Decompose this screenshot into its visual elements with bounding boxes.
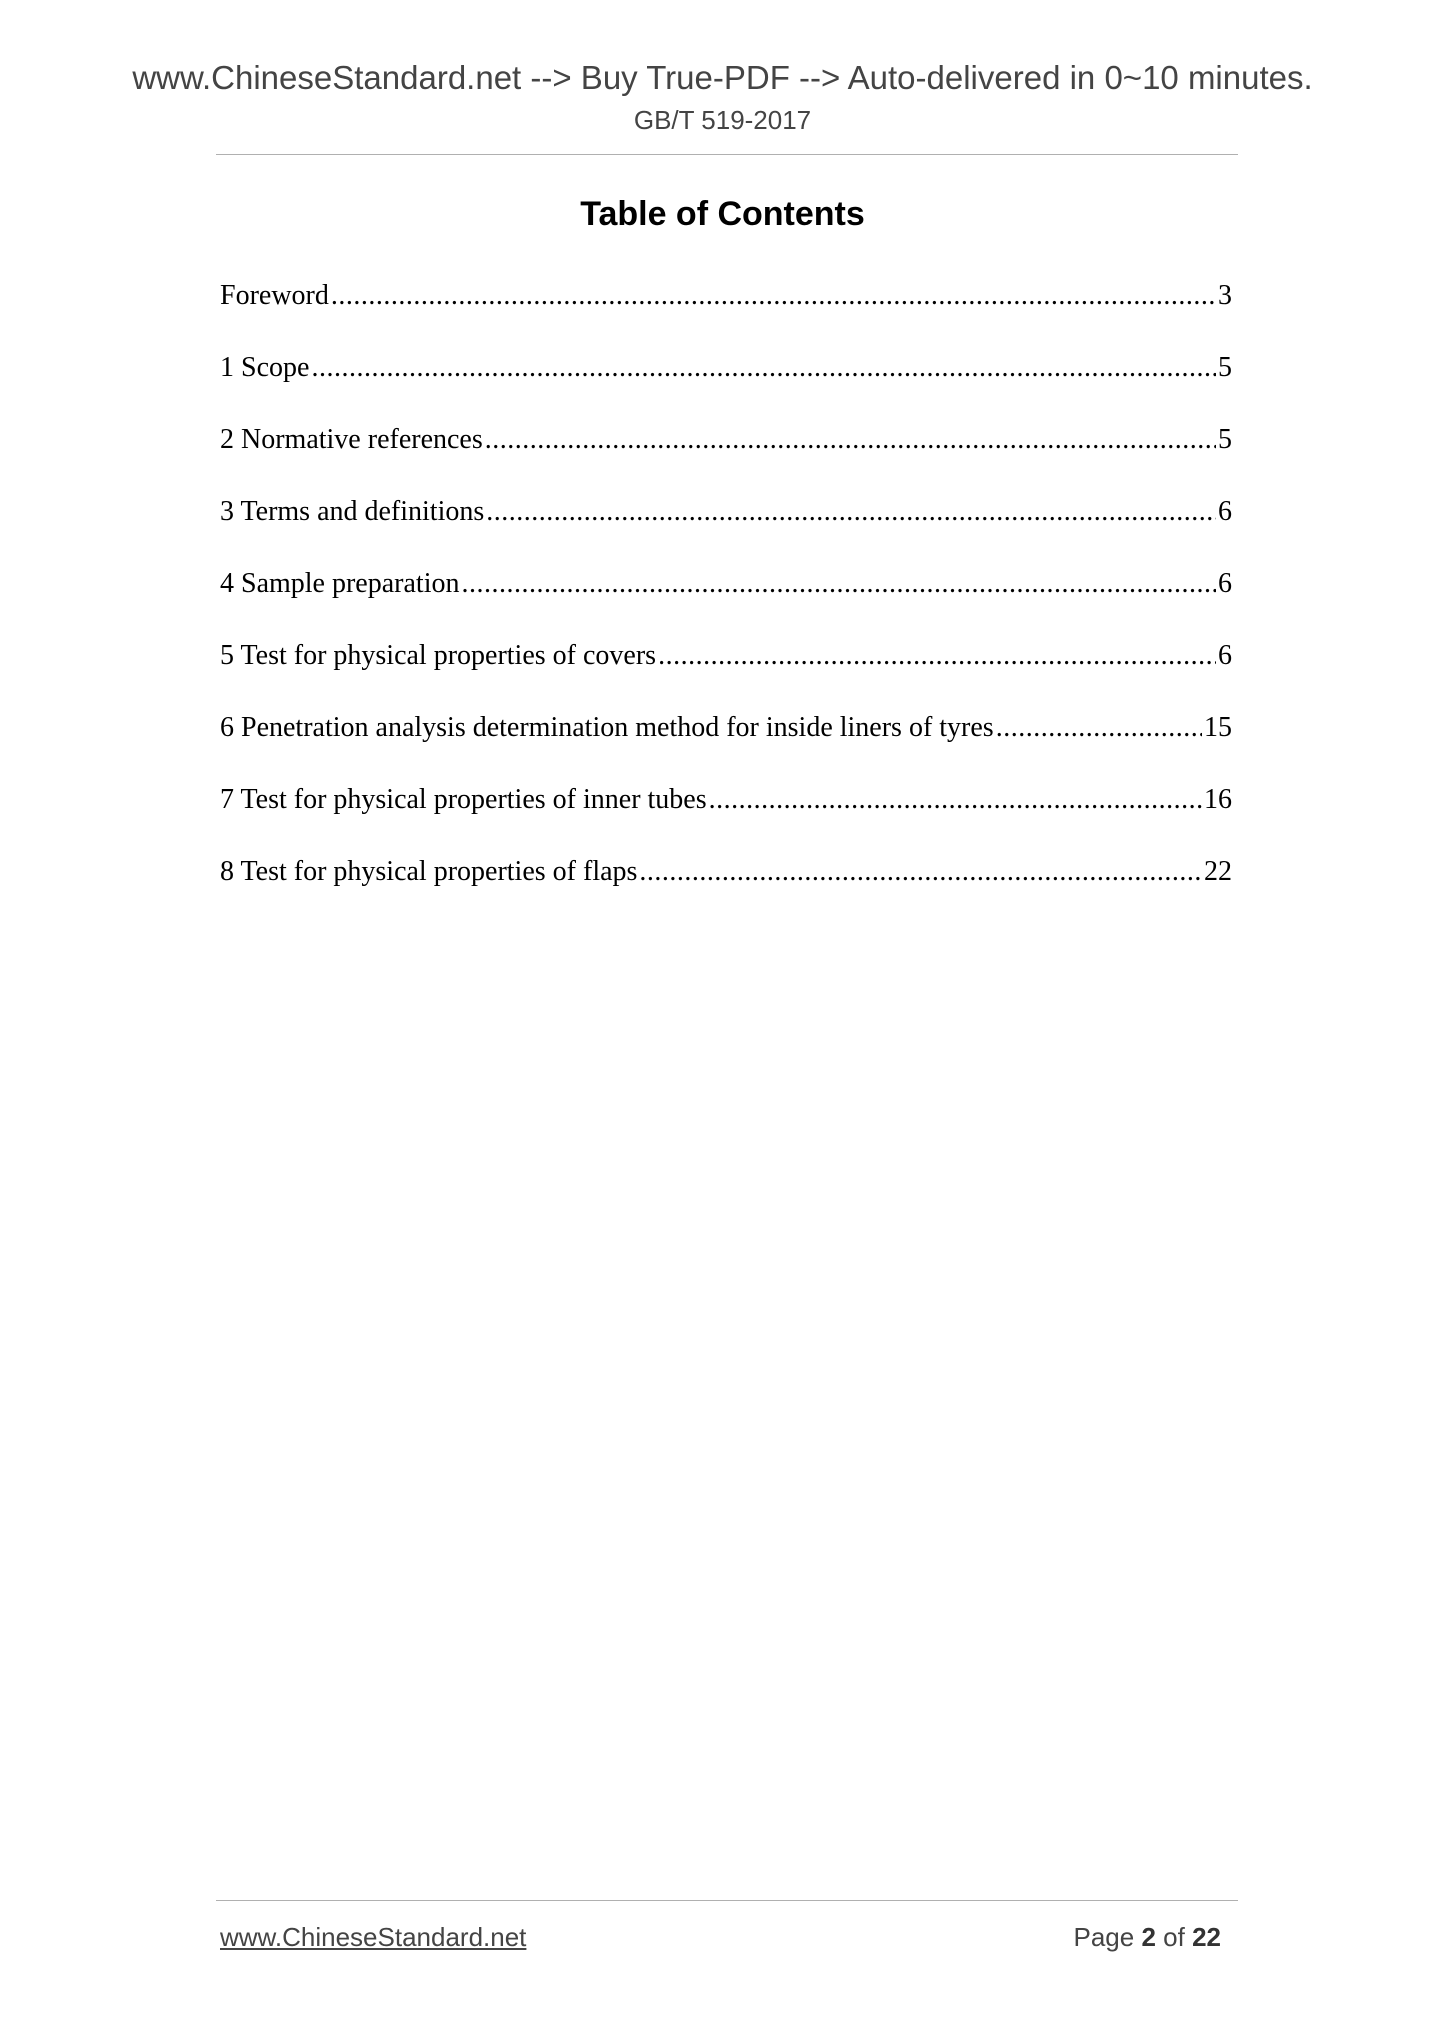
toc-item-label: 2 Normative references: [220, 424, 483, 455]
toc-leader-dots: [996, 708, 1202, 748]
page-separator: of: [1163, 1922, 1185, 1952]
toc-leader-dots: [709, 780, 1202, 820]
toc-item-scope[interactable]: [220, 348, 1232, 420]
toc-item-label: 1 Scope: [220, 352, 310, 383]
toc-list: [220, 276, 1232, 924]
toc-item-label: 7 Test for physical properties of inner tubes: [220, 784, 707, 815]
toc-leader-dots: [331, 276, 1216, 316]
current-page-number: 2: [1141, 1922, 1156, 1952]
toc-item-page: 15: [1204, 712, 1232, 743]
toc-item-page: 3: [1218, 280, 1232, 311]
toc-item-penetration-analysis[interactable]: [220, 708, 1232, 780]
page-indicator: [1073, 1920, 1221, 1954]
toc-item-label: Foreword: [220, 280, 329, 311]
toc-item-page: 6: [1218, 640, 1232, 671]
toc-item-page: 16: [1204, 784, 1232, 815]
toc-item-flaps[interactable]: [220, 852, 1232, 924]
toc-leader-dots: [485, 420, 1216, 460]
toc-item-sample-preparation[interactable]: [220, 564, 1232, 636]
header-divider: [216, 154, 1238, 155]
document-code: GB/T 519-2017: [633, 105, 812, 135]
toc-item-label: 4 Sample preparation: [220, 568, 460, 599]
toc-leader-dots: [486, 492, 1216, 532]
toc-leader-dots: [461, 564, 1216, 604]
toc-item-page: 5: [1218, 352, 1232, 383]
toc-leader-dots: [311, 348, 1216, 388]
page-prefix: Page: [1073, 1922, 1135, 1952]
toc-item-inner-tubes[interactable]: [220, 780, 1232, 852]
toc-item-foreword[interactable]: [220, 276, 1232, 348]
toc-leader-dots: [658, 636, 1216, 676]
total-pages-number: 22: [1192, 1922, 1221, 1952]
toc-item-label: 5 Test for physical properties of covers: [220, 640, 657, 671]
footer-website-link[interactable]: www.ChineseStandard.net: [220, 1922, 527, 1952]
toc-item-covers[interactable]: [220, 636, 1232, 708]
toc-item-page: 6: [1218, 568, 1232, 599]
toc-item-label: 8 Test for physical properties of flaps: [220, 856, 638, 887]
header-promo-text: www.ChineseStandard.net --> Buy True-PDF --> Auto-delivered in 0~10 minutes.: [132, 59, 1313, 96]
toc-item-normative-references[interactable]: [220, 420, 1232, 492]
toc-title: Table of Contents: [580, 195, 865, 233]
toc-leader-dots: [639, 852, 1202, 892]
toc-item-page: 22: [1204, 856, 1232, 887]
footer-divider: [216, 1900, 1238, 1901]
toc-item-page: 6: [1218, 496, 1232, 527]
toc-item-label: 6 Penetration analysis determination method for inside liners of tyres: [220, 712, 994, 743]
toc-item-page: 5: [1218, 424, 1232, 455]
toc-item-terms-definitions[interactable]: [220, 492, 1232, 564]
toc-item-label: 3 Terms and definitions: [220, 496, 485, 527]
